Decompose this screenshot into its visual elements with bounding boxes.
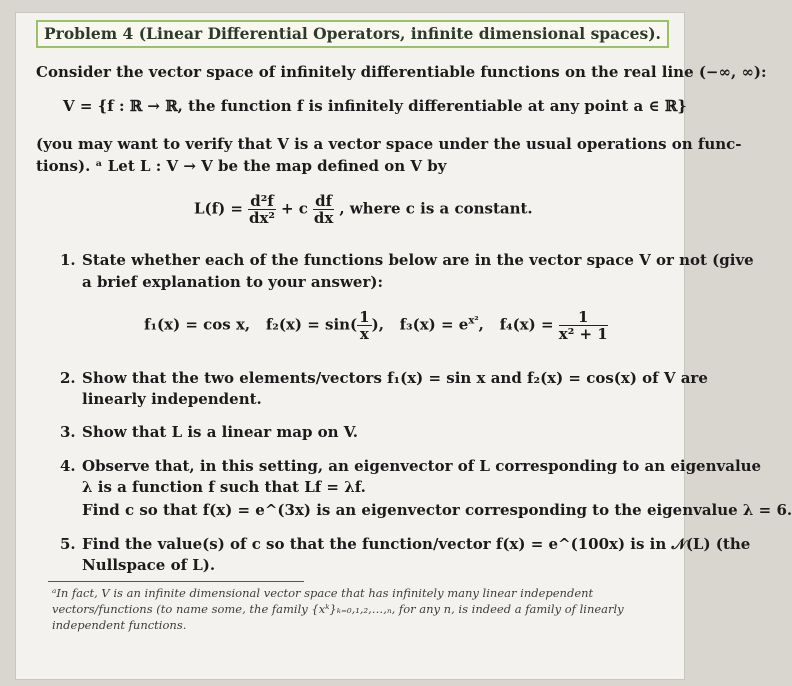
function-f2: f₂(x) = sin( — [265, 315, 358, 334]
f4-frac-num: 1 — [559, 309, 608, 326]
second-derivative-den: dx² — [248, 209, 275, 227]
function-f1: f₁(x) = cos x, — [144, 315, 251, 334]
f3-comma: , — [478, 315, 484, 334]
f2-frac-den: x — [359, 325, 369, 343]
q4-line-2: λ is a function f such that Lf = λf. — [82, 478, 366, 496]
set-definition: V = {f : ℝ → ℝ, the function f is infinitely differentiable at any point a ∈ ℝ} — [63, 97, 687, 115]
function-f3: f₃(x) = e — [399, 315, 469, 334]
q5-line-2: Nullspace of L). — [82, 556, 216, 574]
q2-number: 2. — [60, 369, 76, 387]
q5-line-1: Find the value(s) of c so that the function/vector f(x) = e^(100x) is in 𝒩(L) (the — [82, 535, 751, 553]
q3-number: 3. — [60, 423, 76, 441]
verify-line-1: (you may want to verify that V is a vector space under the usual operations on func- — [36, 135, 742, 153]
q1-line-1: State whether each of the functions below are in the vector space V or not (give — [82, 251, 754, 269]
q1-number: 1. — [60, 251, 76, 269]
operator-definition — [194, 193, 533, 226]
problem-title: Problem 4 (Linear Differential Operators, infinite dimensional spaces). — [36, 20, 669, 48]
first-derivative-num: df — [315, 192, 333, 210]
operator-lhs: L(f) = — [194, 199, 243, 218]
operator-tail: , where c is a constant. — [339, 199, 533, 218]
q4-number: 4. — [60, 457, 76, 475]
q4-line-3: Find c so that f(x) = e^(3x) is an eigenvector corresponding to the eigenvalue λ = 6. — [82, 501, 792, 519]
footnote-line-2: vectors/functions (to name some, the family {xᵏ}ₖ₌₀,₁,₂,…,ₙ, for any n, is indeed a family of linearly — [52, 602, 624, 616]
f4-frac-den: x² + 1 — [558, 325, 608, 343]
f2-frac-num: 1 — [359, 308, 370, 326]
f3-exponent: x² — [468, 315, 479, 327]
footnote-line-3: independent functions. — [52, 618, 187, 632]
f2-close: ), — [371, 315, 384, 334]
q5-number: 5. — [60, 535, 76, 553]
q3-line-1: Show that L is a linear map on V. — [82, 423, 359, 441]
f2-fraction — [357, 309, 371, 342]
first-derivative-fraction — [313, 193, 334, 226]
problem-sheet — [16, 13, 792, 679]
footnote-divider — [48, 581, 304, 582]
second-derivative-num: d²f — [250, 192, 274, 210]
second-derivative-fraction — [248, 193, 276, 226]
function-f4: f₄(x) = — [499, 315, 554, 334]
q1-functions — [144, 309, 608, 342]
intro-text: Consider the vector space of infinitely differentiable functions on the real line (−∞, ∞): — [36, 63, 767, 81]
first-derivative-den: dx — [313, 209, 334, 227]
q2-line-2: linearly independent. — [82, 390, 262, 408]
verify-line-2: tions). ᵃ Let L : V → V be the map defined on V by — [36, 157, 447, 175]
operator-plus-c: + c — [280, 199, 308, 218]
footnote-line-1: ᵃIn fact, V is an infinite dimensional vector space that has infinitely many linear independent — [52, 586, 594, 600]
q4-line-1: Observe that, in this setting, an eigenvector of L corresponding to an eigenvalue — [82, 457, 762, 475]
f4-fraction — [559, 309, 608, 342]
q1-line-2: a brief explanation to your answer): — [82, 273, 383, 291]
q2-line-1: Show that the two elements/vectors f₁(x) = sin x and f₂(x) = cos(x) of V are — [82, 369, 708, 387]
